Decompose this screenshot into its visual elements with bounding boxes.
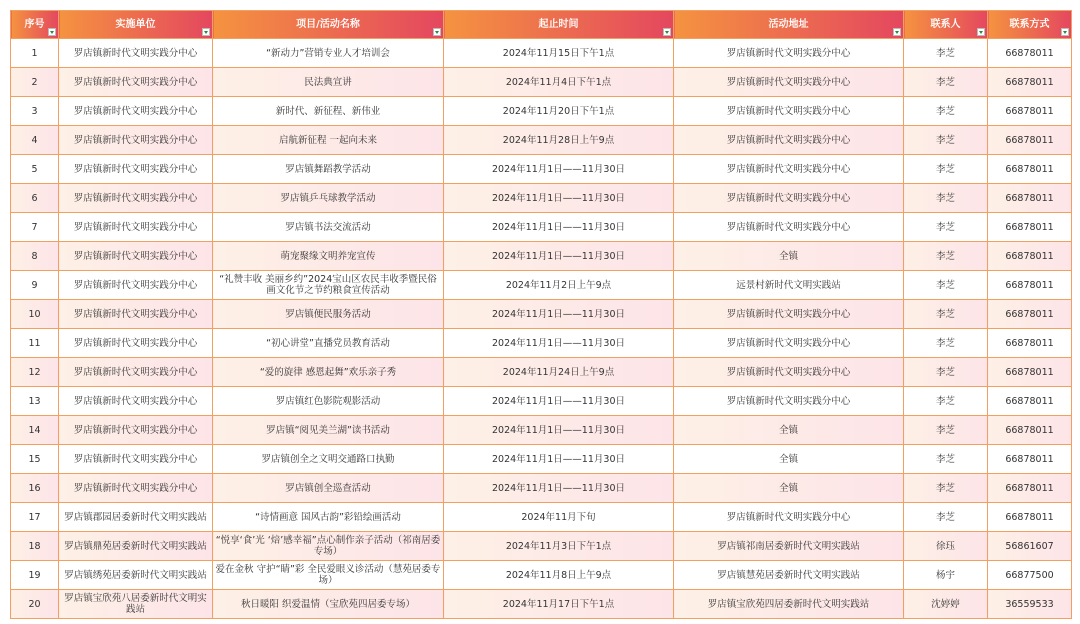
- cell-seq: 2: [11, 68, 59, 97]
- header-seq: [11, 11, 59, 39]
- cell-address: 罗店镇新时代文明实践分中心: [674, 503, 904, 532]
- header-label: 实施单位: [115, 19, 156, 30]
- cell-phone: 66878011: [988, 503, 1072, 532]
- cell-address: 罗店镇祁南居委新时代文明实践站: [674, 532, 904, 561]
- cell-contact: 李芝: [904, 387, 988, 416]
- cell-unit: 罗店镇宝欣苑八居委新时代文明实践站: [59, 590, 213, 619]
- cell-time: 2024年11月17日下午1点: [444, 590, 674, 619]
- table-row: [11, 329, 1072, 358]
- cell-seq: 13: [11, 387, 59, 416]
- cell-phone: 66878011: [988, 97, 1072, 126]
- cell-time: 2024年11月2日上午9点: [444, 271, 674, 300]
- cell-address: 罗店镇宝欣苑四居委新时代文明实践站: [674, 590, 904, 619]
- cell-phone: 66878011: [988, 329, 1072, 358]
- table-row: [11, 358, 1072, 387]
- cell-phone: 66878011: [988, 416, 1072, 445]
- cell-phone: 66878011: [988, 155, 1072, 184]
- cell-address: 罗店镇新时代文明实践分中心: [674, 387, 904, 416]
- cell-unit: 罗店镇新时代文明实践分中心: [59, 184, 213, 213]
- cell-contact: 李芝: [904, 445, 988, 474]
- cell-contact: 李芝: [904, 184, 988, 213]
- cell-activity: 启航新征程 一起向未来: [213, 126, 444, 155]
- cell-contact: 李芝: [904, 503, 988, 532]
- cell-phone: 66878011: [988, 300, 1072, 329]
- cell-phone: 36559533: [988, 590, 1072, 619]
- header-activity: [213, 11, 444, 39]
- cell-phone: 66878011: [988, 126, 1072, 155]
- cell-activity: “诗情画意 国风古韵”彩铅绘画活动: [213, 503, 444, 532]
- cell-unit: 罗店镇新时代文明实践分中心: [59, 39, 213, 68]
- filter-dropdown-icon[interactable]: [893, 28, 901, 36]
- cell-contact: 李芝: [904, 213, 988, 242]
- cell-seq: 12: [11, 358, 59, 387]
- cell-activity: 罗店镇红色影院观影活动: [213, 387, 444, 416]
- cell-address: 罗店镇新时代文明实践分中心: [674, 97, 904, 126]
- cell-activity: 罗店镇舞蹈教学活动: [213, 155, 444, 184]
- cell-seq: 6: [11, 184, 59, 213]
- table-row: [11, 213, 1072, 242]
- cell-activity: “初心讲堂”直播党员教育活动: [213, 329, 444, 358]
- cell-unit: 罗店镇新时代文明实践分中心: [59, 358, 213, 387]
- cell-seq: 14: [11, 416, 59, 445]
- table-row: [11, 271, 1072, 300]
- cell-activity: 秋日暖阳 织爱温情（宝欣苑四居委专场）: [213, 590, 444, 619]
- header-address: [674, 11, 904, 39]
- cell-contact: 李芝: [904, 242, 988, 271]
- table-row: [11, 184, 1072, 213]
- table-row: [11, 532, 1072, 561]
- cell-time: 2024年11月1日——11月30日: [444, 213, 674, 242]
- cell-seq: 7: [11, 213, 59, 242]
- cell-unit: 罗店镇新时代文明实践分中心: [59, 242, 213, 271]
- cell-unit: 罗店镇新时代文明实践分中心: [59, 271, 213, 300]
- cell-seq: 10: [11, 300, 59, 329]
- cell-address: 罗店镇慧苑居委新时代文明实践站: [674, 561, 904, 590]
- table-row: [11, 126, 1072, 155]
- header-label: 联系人: [930, 19, 961, 30]
- cell-activity: 罗店镇便民服务活动: [213, 300, 444, 329]
- cell-seq: 3: [11, 97, 59, 126]
- filter-dropdown-icon[interactable]: [433, 28, 441, 36]
- cell-activity: 罗店镇乒乓球教学活动: [213, 184, 444, 213]
- cell-unit: 罗店镇新时代文明实践分中心: [59, 97, 213, 126]
- header-contact: [904, 11, 988, 39]
- table-row: [11, 39, 1072, 68]
- cell-contact: 李芝: [904, 358, 988, 387]
- table-row: [11, 590, 1072, 619]
- header-label: 起止时间: [538, 19, 579, 30]
- cell-time: 2024年11月28日上午9点: [444, 126, 674, 155]
- table-row: [11, 242, 1072, 271]
- cell-seq: 5: [11, 155, 59, 184]
- cell-time: 2024年11月1日——11月30日: [444, 329, 674, 358]
- cell-unit: 罗店镇新时代文明实践分中心: [59, 387, 213, 416]
- cell-time: 2024年11月8日上午9点: [444, 561, 674, 590]
- cell-time: 2024年11月1日——11月30日: [444, 155, 674, 184]
- cell-seq: 11: [11, 329, 59, 358]
- cell-address: 罗店镇新时代文明实践分中心: [674, 68, 904, 97]
- cell-phone: 66878011: [988, 213, 1072, 242]
- cell-activity: “新动力”营销专业人才培训会: [213, 39, 444, 68]
- table-row: [11, 97, 1072, 126]
- cell-time: 2024年11月1日——11月30日: [444, 300, 674, 329]
- filter-dropdown-icon[interactable]: [48, 28, 56, 36]
- cell-address: 罗店镇新时代文明实践分中心: [674, 184, 904, 213]
- cell-unit: 罗店镇新时代文明实践分中心: [59, 445, 213, 474]
- cell-address: 全镇: [674, 445, 904, 474]
- cell-activity: 罗店镇书法交流活动: [213, 213, 444, 242]
- header-phone: [988, 11, 1072, 39]
- cell-seq: 1: [11, 39, 59, 68]
- cell-time: 2024年11月1日——11月30日: [444, 445, 674, 474]
- cell-contact: 沈婷婷: [904, 590, 988, 619]
- cell-seq: 19: [11, 561, 59, 590]
- table-row: [11, 155, 1072, 184]
- cell-phone: 66878011: [988, 68, 1072, 97]
- header-label: 序号: [24, 19, 45, 30]
- table-row: [11, 68, 1072, 97]
- cell-address: 罗店镇新时代文明实践分中心: [674, 300, 904, 329]
- cell-activity: 萌宠聚缘文明养宠宣传: [213, 242, 444, 271]
- cell-phone: 66878011: [988, 242, 1072, 271]
- cell-phone: 56861607: [988, 532, 1072, 561]
- header-row: [11, 11, 1072, 39]
- cell-address: 全镇: [674, 242, 904, 271]
- cell-address: 全镇: [674, 474, 904, 503]
- cell-address: 远景村新时代文明实践站: [674, 271, 904, 300]
- cell-phone: 66877500: [988, 561, 1072, 590]
- cell-time: 2024年11月1日——11月30日: [444, 416, 674, 445]
- cell-contact: 李芝: [904, 39, 988, 68]
- cell-time: 2024年11月1日——11月30日: [444, 387, 674, 416]
- activity-table: [10, 10, 1072, 619]
- cell-contact: 李芝: [904, 97, 988, 126]
- cell-unit: 罗店镇新时代文明实践分中心: [59, 300, 213, 329]
- cell-unit: 罗店镇新时代文明实践分中心: [59, 416, 213, 445]
- cell-activity: 民法典宣讲: [213, 68, 444, 97]
- cell-contact: 杨宇: [904, 561, 988, 590]
- cell-phone: 66878011: [988, 474, 1072, 503]
- cell-time: 2024年11月下旬: [444, 503, 674, 532]
- cell-seq: 4: [11, 126, 59, 155]
- cell-unit: 罗店镇鼎苑居委新时代文明实践站: [59, 532, 213, 561]
- cell-activity: 罗店镇创全之文明交通路口执勤: [213, 445, 444, 474]
- table-row: [11, 445, 1072, 474]
- cell-contact: 李芝: [904, 126, 988, 155]
- cell-unit: 罗店镇新时代文明实践分中心: [59, 68, 213, 97]
- cell-phone: 66878011: [988, 445, 1072, 474]
- cell-unit: 罗店镇绣苑居委新时代文明实践站: [59, 561, 213, 590]
- cell-time: 2024年11月1日——11月30日: [444, 474, 674, 503]
- cell-activity: “爱的旋律 感恩起舞”欢乐亲子秀: [213, 358, 444, 387]
- cell-time: 2024年11月1日——11月30日: [444, 184, 674, 213]
- cell-contact: 徐珏: [904, 532, 988, 561]
- cell-activity: 爱在金秋 守护“睛”彩 全民爱眼义诊活动（慧苑居委专场）: [213, 561, 444, 590]
- cell-unit: 罗店镇新时代文明实践分中心: [59, 126, 213, 155]
- cell-address: 罗店镇新时代文明实践分中心: [674, 155, 904, 184]
- cell-unit: 罗店镇郡园居委新时代文明实践站: [59, 503, 213, 532]
- cell-seq: 16: [11, 474, 59, 503]
- header-time: [444, 11, 674, 39]
- filter-dropdown-icon[interactable]: [663, 28, 671, 36]
- cell-seq: 17: [11, 503, 59, 532]
- cell-unit: 罗店镇新时代文明实践分中心: [59, 474, 213, 503]
- cell-time: 2024年11月20日下午1点: [444, 97, 674, 126]
- cell-activity: “悦享‘食’光 ‘焙’感幸福”点心制作亲子活动（祁南居委专场）: [213, 532, 444, 561]
- table-row: [11, 503, 1072, 532]
- cell-contact: 李芝: [904, 271, 988, 300]
- cell-address: 罗店镇新时代文明实践分中心: [674, 329, 904, 358]
- cell-seq: 18: [11, 532, 59, 561]
- cell-time: 2024年11月1日——11月30日: [444, 242, 674, 271]
- cell-phone: 66878011: [988, 184, 1072, 213]
- cell-contact: 李芝: [904, 68, 988, 97]
- cell-activity: 罗店镇创全巡查活动: [213, 474, 444, 503]
- cell-time: 2024年11月4日下午1点: [444, 68, 674, 97]
- cell-seq: 20: [11, 590, 59, 619]
- cell-time: 2024年11月15日下午1点: [444, 39, 674, 68]
- cell-time: 2024年11月3日下午1点: [444, 532, 674, 561]
- filter-dropdown-icon[interactable]: [1061, 28, 1069, 36]
- table-row: [11, 561, 1072, 590]
- cell-unit: 罗店镇新时代文明实践分中心: [59, 329, 213, 358]
- header-label: 项目/活动名称: [296, 19, 360, 30]
- cell-activity: 罗店镇“阅见美兰湖”读书活动: [213, 416, 444, 445]
- cell-seq: 9: [11, 271, 59, 300]
- cell-contact: 李芝: [904, 416, 988, 445]
- table-row: [11, 416, 1072, 445]
- cell-address: 罗店镇新时代文明实践分中心: [674, 39, 904, 68]
- cell-contact: 李芝: [904, 474, 988, 503]
- header-unit: [59, 11, 213, 39]
- table-row: [11, 387, 1072, 416]
- table-row: [11, 300, 1072, 329]
- cell-seq: 15: [11, 445, 59, 474]
- cell-phone: 66878011: [988, 358, 1072, 387]
- cell-contact: 李芝: [904, 155, 988, 184]
- header-label: 联系方式: [1009, 19, 1050, 30]
- cell-activity: 新时代、新征程、新伟业: [213, 97, 444, 126]
- cell-address: 罗店镇新时代文明实践分中心: [674, 126, 904, 155]
- cell-unit: 罗店镇新时代文明实践分中心: [59, 155, 213, 184]
- cell-contact: 李芝: [904, 300, 988, 329]
- cell-time: 2024年11月24日上午9点: [444, 358, 674, 387]
- cell-address: 罗店镇新时代文明实践分中心: [674, 358, 904, 387]
- filter-dropdown-icon[interactable]: [202, 28, 210, 36]
- cell-unit: 罗店镇新时代文明实践分中心: [59, 213, 213, 242]
- cell-phone: 66878011: [988, 387, 1072, 416]
- cell-address: 全镇: [674, 416, 904, 445]
- cell-phone: 66878011: [988, 271, 1072, 300]
- cell-seq: 8: [11, 242, 59, 271]
- cell-activity: “礼赞丰收 美丽乡约”2024宝山区农民丰收季暨民俗画文化节之节约粮食宣传活动: [213, 271, 444, 300]
- cell-address: 罗店镇新时代文明实践分中心: [674, 213, 904, 242]
- filter-dropdown-icon[interactable]: [977, 28, 985, 36]
- table-row: [11, 474, 1072, 503]
- cell-contact: 李芝: [904, 329, 988, 358]
- cell-phone: 66878011: [988, 39, 1072, 68]
- header-label: 活动地址: [768, 19, 809, 30]
